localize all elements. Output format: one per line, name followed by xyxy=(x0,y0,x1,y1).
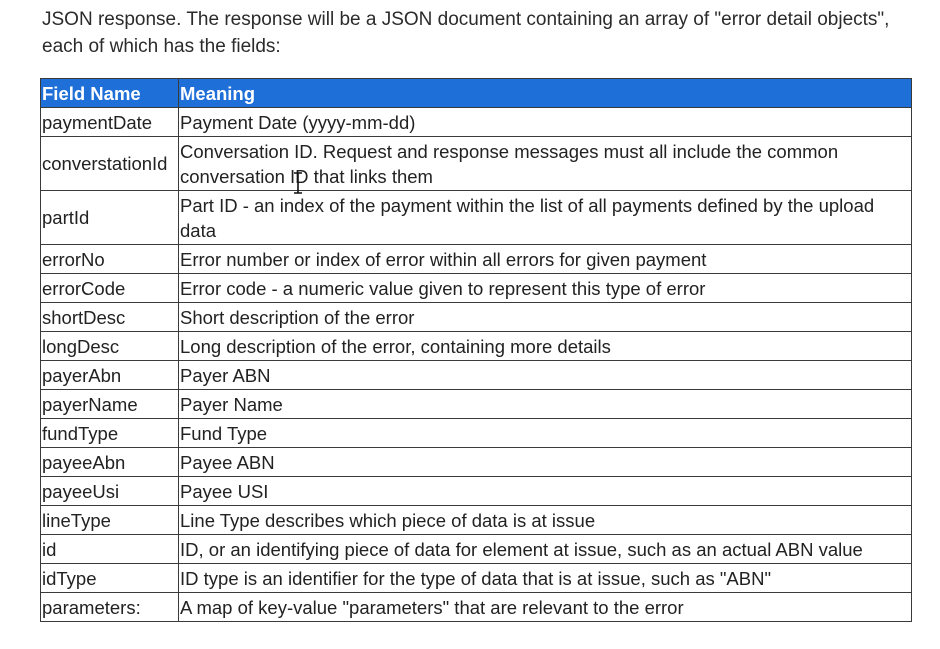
table-row xyxy=(41,137,912,191)
field-name-cell: errorNo xyxy=(41,245,179,274)
table-row xyxy=(41,593,912,622)
meaning-cell: Line Type describes which piece of data is at issue xyxy=(179,506,912,535)
meaning-cell: Fund Type xyxy=(179,419,912,448)
meaning-cell: Conversation ID. Request and response messages must all include the common conversation ID that links them xyxy=(179,137,912,191)
intro-paragraph: JSON response. The response will be a JSON document containing an array of "error detail objects", each of which has the fields: xyxy=(42,9,890,57)
table-row xyxy=(41,477,912,506)
table-row xyxy=(41,191,912,245)
table-row xyxy=(41,448,912,477)
field-name-cell: paymentDate xyxy=(41,108,179,137)
table-row xyxy=(41,303,912,332)
table-row xyxy=(41,390,912,419)
field-name-cell: lineType xyxy=(41,506,179,535)
table-row xyxy=(41,245,912,274)
field-name-cell: payeeUsi xyxy=(41,477,179,506)
field-name-cell: payerAbn xyxy=(41,361,179,390)
field-name-cell: parameters: xyxy=(41,593,179,622)
field-name-cell: payerName xyxy=(41,390,179,419)
field-name-cell: fundType xyxy=(41,419,179,448)
header-meaning: Meaning xyxy=(179,79,912,108)
field-name-cell: partId xyxy=(41,191,179,245)
meaning-cell: Payee ABN xyxy=(179,448,912,477)
table-row xyxy=(41,535,912,564)
field-name-cell: idType xyxy=(41,564,179,593)
header-field-name: Field Name xyxy=(41,79,179,108)
meaning-cell: Part ID - an index of the payment within the list of all payments defined by the upload data xyxy=(179,191,912,245)
meaning-cell: Long description of the error, containing more details xyxy=(179,332,912,361)
meaning-cell: ID type is an identifier for the type of data that is at issue, such as "ABN" xyxy=(179,564,912,593)
table-row xyxy=(41,361,912,390)
meaning-cell: Payer ABN xyxy=(179,361,912,390)
error-detail-fields-table xyxy=(40,78,912,622)
meaning-cell: Payer Name xyxy=(179,390,912,419)
meaning-cell: Short description of the error xyxy=(179,303,912,332)
table-row xyxy=(41,274,912,303)
meaning-cell: Payment Date (yyyy-mm-dd) xyxy=(179,108,912,137)
meaning-cell: Payee USI xyxy=(179,477,912,506)
meaning-cell: ID, or an identifying piece of data for element at issue, such as an actual ABN value xyxy=(179,535,912,564)
field-name-cell: errorCode xyxy=(41,274,179,303)
table-row xyxy=(41,108,912,137)
field-name-cell: shortDesc xyxy=(41,303,179,332)
table-row xyxy=(41,506,912,535)
meaning-cell: Error number or index of error within all errors for given payment xyxy=(179,245,912,274)
table-row xyxy=(41,332,912,361)
table-row xyxy=(41,564,912,593)
meaning-cell: A map of key-value "parameters" that are relevant to the error xyxy=(179,593,912,622)
meaning-cell: Error code - a numeric value given to represent this type of error xyxy=(179,274,912,303)
field-name-cell: converstationId xyxy=(41,137,179,191)
table-row xyxy=(41,419,912,448)
field-name-cell: id xyxy=(41,535,179,564)
field-name-cell: longDesc xyxy=(41,332,179,361)
field-name-cell: payeeAbn xyxy=(41,448,179,477)
table-header-row xyxy=(41,79,912,108)
